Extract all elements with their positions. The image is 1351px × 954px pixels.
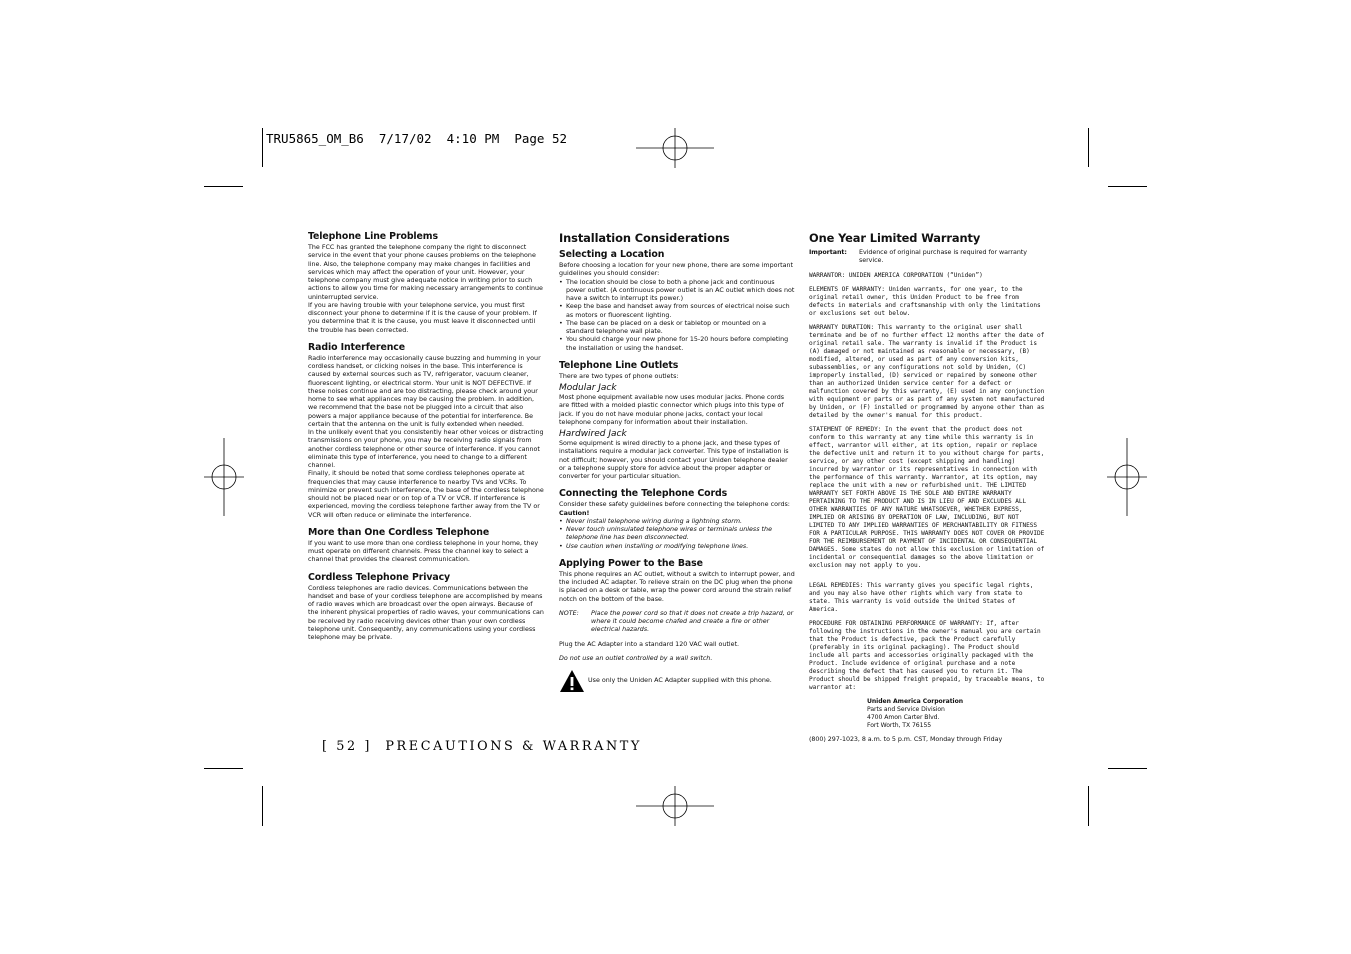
legal-remedies: LEGAL REMEDIES: This warranty gives you specific legal rights, and you may also have other rights which vary from state to state. This warranty is void outside the United States of America. bbox=[809, 582, 1034, 613]
service-address bbox=[809, 698, 1045, 730]
warrantor: WARRANTOR: UNIDEN AMERICA CORPORATION (“Uniden”) bbox=[809, 272, 983, 279]
elements-of-warranty: ELEMENTS OF WARRANTY: Uniden warrants, for one year, to the original retail owner, this Uniden Product to be free from defects in materials and craftsmanship with only the limitations or exclusions set out below. bbox=[809, 286, 1041, 317]
registration-mark bbox=[636, 786, 714, 826]
note-label: NOTE: bbox=[559, 609, 579, 617]
column-right bbox=[809, 231, 1045, 744]
column-title: Installation Considerations bbox=[559, 231, 730, 245]
paragraph: If you want to use more than one cordless telephone in your home, they must operate on different channels. Press the channel key to select a channel that provides the clearest communication. bbox=[308, 539, 539, 564]
warranty-duration: WARRANTY DURATION: This warranty to the original user shall terminate and be of no further effect 12 months after the date of original retail sale. The warranty is invalid if the Product is (A) damaged or not maintained as reasonable or necessary, (B) modified, altered, or used as part of any conversion kits, subassemblies, or any configurations not sold by Uniden, (C) improperly installed, (D) serviced or repaired by someone other than an authorized Uniden service center for a defect or malfunction covered by this warranty, (E) used in any conjunction with equipment or parts or as part of any system not manufactured by Uniden, or (F) installed or programmed by anyone other than as detailed by the owner's manual for this product. bbox=[809, 324, 1045, 419]
section-telephone-line-outlets bbox=[559, 360, 795, 482]
crop-mark bbox=[1108, 186, 1147, 187]
note-block bbox=[559, 610, 795, 635]
subheading: Hardwired Jack bbox=[559, 429, 627, 439]
warning-text: Use only the Uniden AC Adapter supplied with this phone. bbox=[588, 676, 772, 684]
service-phone: (800) 297-1023, 8 a.m. to 5 p.m. CST, Monday through Friday bbox=[809, 736, 1003, 743]
paragraph: Radio interference may occasionally cause buzzing and humming in your cordless handset, or clicking noises in the base. This interference is caused by external sources such as TV, refrigerator, vacuum cleaner, fluorescent lighting, or electrical storm. Your unit is NOT DEFECTIVE. If these noises continue and are too distracting, please check around your home to see what appliances may be causing the problem. In addition, we recommend that the base not be plugged into a circuit that also powers a major appliance because of the potential for interference. Be certain that the antenna on the unit is fully extended when needed. bbox=[308, 354, 541, 428]
paragraph: If you are having trouble with your telephone service, you must first disconnect your phone to determine if it is the cause of your problem. If you determine that it is the cause, you must leave it disconnected until the trouble has been corrected. bbox=[308, 301, 537, 334]
section-heading: More than One Cordless Telephone bbox=[308, 526, 490, 538]
address-line: 4700 Amon Carter Blvd. bbox=[867, 714, 940, 721]
address-line: Fort Worth, TX 76155 bbox=[867, 722, 932, 729]
crop-mark bbox=[204, 186, 243, 187]
paragraph: Some equipment is wired directly to a phone jack, and these types of installations require a modular jack converter. This type of installation is not difficult; however, you should contact your Uniden telephone dealer or a telephone supply store for advice about the proper adapter or converter for your particular situation. bbox=[559, 440, 789, 480]
address-line: Parts and Service Division bbox=[867, 706, 945, 713]
column-left bbox=[308, 231, 544, 649]
section-cordless-privacy bbox=[308, 572, 544, 643]
note-text: Place the power cord so that it does not create a trip hazard, or where it could become chafed and create a fire or other electrical hazards. bbox=[591, 609, 794, 634]
paragraph: There are two types of phone outlets: bbox=[559, 372, 679, 380]
paragraph: Consider these safety guidelines before connecting the telephone cords: bbox=[559, 501, 790, 509]
list-item: • Use caution when installing or modifying telephone lines. bbox=[559, 543, 795, 551]
important-label: Important: bbox=[809, 249, 847, 256]
important-text: Evidence of original purchase is required for warranty service. bbox=[859, 249, 1027, 264]
important-note bbox=[809, 249, 1045, 265]
paragraph: Do not use an outlet controlled by a wall switch. bbox=[559, 654, 713, 662]
paragraph: Most phone equipment available now uses modular jacks. Phone cords are fitted with a molded plastic connector which plugs into this type of jack. If you do not have modular phone jacks, contact your local telephone company for information about their installation. bbox=[559, 394, 785, 426]
section-connecting-cords bbox=[559, 488, 795, 551]
section-telephone-line-problems bbox=[308, 231, 544, 335]
list-item: • Never touch uninsulated telephone wires or terminals unless the telephone line has been disconnected. bbox=[559, 526, 795, 543]
address-name: Uniden America Corporation bbox=[867, 698, 964, 705]
print-slug: TRU5865_OM_B6 7/17/02 4:10 PM Page 52 bbox=[266, 131, 568, 146]
section-heading: Applying Power to the Base bbox=[559, 557, 703, 569]
crop-mark bbox=[1088, 128, 1089, 167]
paragraph: This phone requires an AC outlet, without a switch to interrupt power, and the included AC adapter. To relieve strain on the DC plug when the phone is placed on a desk or table, wrap the power cord around the strain relief notch on the bottom of the base. bbox=[559, 570, 795, 603]
section-applying-power bbox=[559, 558, 795, 693]
list-item: • The location should be close to both a phone jack and continuous power outlet. (A continuous power outlet is an AC outlet which does not have a switch to interrupt its power.) bbox=[559, 279, 795, 304]
column-title: One Year Limited Warranty bbox=[809, 231, 981, 245]
section-radio-interference bbox=[308, 342, 544, 520]
list-item: • Never install telephone wiring during a lightning storm. bbox=[559, 518, 795, 526]
paragraph: The FCC has granted the telephone company the right to disconnect service in the event that your phone causes problems on the telephone line. Also, the telephone company may make changes in facilities and services which may affect the operation of your unit. However, your telephone company must give adequate notice in writing prior to such actions to allow you time for making necessary arrangements to continue uninterrupted service. bbox=[308, 244, 543, 301]
section-selecting-location bbox=[559, 249, 795, 353]
page-footer: [ 52 ] PRECAUTIONS & WARRANTY bbox=[322, 739, 642, 754]
paragraph: In the unlikely event that you consistently hear other voices or distracting transmissions on your phone, you may be receiving radio signals from another cordless telephone or other source of interference. If you cannot eliminate this type of interference, you need to change to a different channel. bbox=[308, 429, 544, 469]
procedure: PROCEDURE FOR OBTAINING PERFORMANCE OF WARRANTY: If, after following the instructions in the owner's manual you are certain that the Product is defective, pack the Product carefully (preferably in its original packaging). The Product should include all parts and accessories originally packaged with the Product. Include evidence of original purchase and a note describing the defect that has caused you to return it. The Product should be shipped freight prepaid, by traceable means, to warrantor at: bbox=[809, 620, 1045, 691]
registration-mark bbox=[1107, 438, 1147, 516]
registration-mark bbox=[636, 128, 714, 168]
list-item: • Keep the base and handset away from sources of electrical noise such as motors or fluorescent lighting. bbox=[559, 303, 795, 320]
subheading: Modular Jack bbox=[559, 383, 617, 393]
list-item: • The base can be placed on a desk or tabletop or mounted on a standard telephone wall plate. bbox=[559, 320, 795, 337]
statement-of-remedy: STATEMENT OF REMEDY: In the event that the product does not conform to this warranty at any time while this warranty is in effect, warrantor will either, at its option, repair or replace the defective unit and return it to you without charge for parts, service, or any other cost (except shipping and handling) incurred by warrantor or its representatives in connection with the performance of this warranty. Warrantor, at its option, may replace the unit with a new or refurbished unit. THE LIMITED WARRANTY SET FORTH ABOVE IS THE SOLE AND ENTIRE WARRANTY PERTAINING TO THE PRODUCT AND IS IN LIEU OF AND EXCLUDES ALL OTHER WARRANTIES OF ANY NATURE WHATSOEVER, WHETHER EXPRESS, IMPLIED OR ARISING BY OPERATION OF LAW, INCLUDING, BUT NOT LIMITED TO ANY IMPLIED WARRANTIES OF MERCHANTABILITY OR FITNESS FOR A PARTICULAR PURPOSE. THIS WARRANTY DOES NOT COVER OR PROVIDE FOR THE REIMBURSEMENT OR PAYMENT OF INCIDENTAL OR CONSEQUENTIAL DAMAGES. Some states do not allow this exclusion or limitation of incidental or consequential damages so the above limitation or exclusion may not apply to you. bbox=[809, 426, 1045, 569]
column-middle bbox=[559, 231, 795, 700]
crop-mark bbox=[1108, 768, 1147, 769]
paragraph: Before choosing a location for your new phone, there are some important guidelines you should consider: bbox=[559, 262, 793, 278]
paragraph: Plug the AC Adapter into a standard 120 VAC wall outlet. bbox=[559, 640, 740, 648]
crop-mark bbox=[262, 128, 263, 167]
section-heading: Cordless Telephone Privacy bbox=[308, 571, 451, 583]
list-item: • You should charge your new phone for 15-20 hours before completing the installation or using the handset. bbox=[559, 336, 795, 353]
registration-mark bbox=[204, 438, 244, 516]
crop-mark bbox=[1088, 786, 1089, 826]
section-heading: Connecting the Telephone Cords bbox=[559, 488, 728, 500]
crop-mark bbox=[204, 768, 243, 769]
caution-list bbox=[559, 518, 795, 551]
warning-block bbox=[559, 669, 795, 693]
section-heading: Radio Interference bbox=[308, 341, 406, 353]
section-more-than-one-cordless bbox=[308, 527, 544, 565]
warning-triangle-icon bbox=[559, 669, 585, 693]
section-heading: Telephone Line Problems bbox=[308, 231, 438, 242]
caution-label: Caution! bbox=[559, 509, 590, 517]
crop-mark bbox=[262, 786, 263, 826]
section-heading: Telephone Line Outlets bbox=[559, 359, 679, 371]
section-heading: Selecting a Location bbox=[559, 249, 665, 260]
paragraph: Finally, it should be noted that some cordless telephones operate at frequencies that may cause interference to nearby TVs and VCRs. To minimize or prevent such interference, the base of the cordless telephone should not be placed near or on top of a TV or VCR. If interference is experienced, moving the cordless telephone farther away from the TV or VCR will often reduce or eliminate the interference. bbox=[308, 470, 544, 519]
paragraph: Cordless telephones are radio devices. Communications between the handset and base of your cordless telephone are accomplished by means of radio waves which are broadcast over the open airways. Because of the inherent physical properties of radio waves, your communications can be received by radio receiving devices other than your own cordless telephone unit. Consequently, any communications using your cordless telephone may be private. bbox=[308, 584, 544, 641]
bullet-list bbox=[559, 279, 795, 353]
